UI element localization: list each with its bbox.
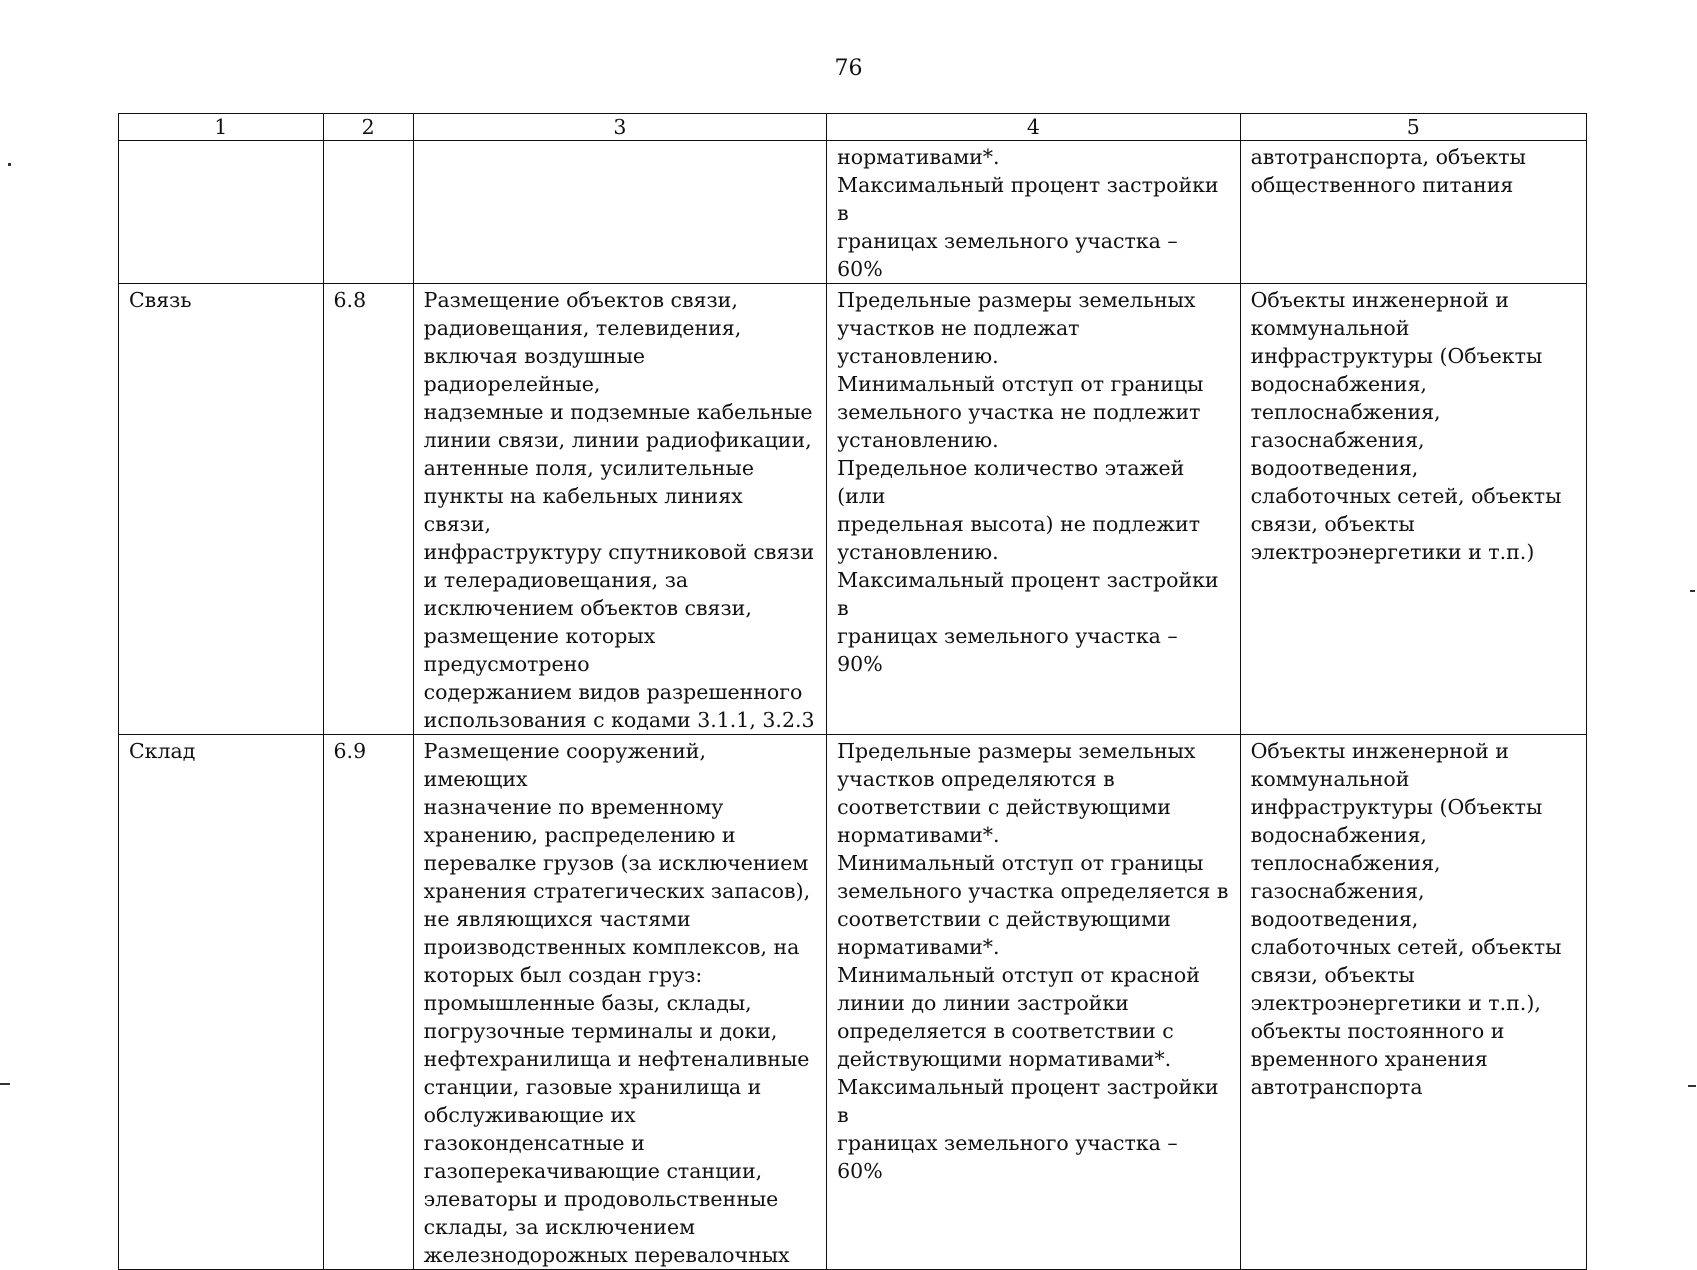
use-description-cell: Размещение объектов связи, радиовещания, телевидения, включая воздушные радиорелейные, надземные и подземные кабельные линии связи, линии радиофикации, антенные поля, усилительные пункты на кабельных линиях связи, инфраструктуру спутниковой связи и телерадиовещания, за исключением объектов связи, размещение которых предусмотрено содержанием видов разрешенного использования с кодами 3.1.1, 3.2.3 (413, 284, 826, 735)
header-cell-1: 1 (119, 114, 324, 141)
use-name-cell (119, 141, 324, 284)
use-name-cell: Склад (119, 735, 324, 1270)
auxiliary-uses-cell: Объекты инженерной и коммунальной инфраструктуры (Объекты водоснабжения, теплоснабжения, газоснабжения, водоотведения, слаботочных сетей, объекты связи, объекты электроэнергетики и т.п.) (1240, 284, 1586, 735)
land-use-table (118, 113, 1587, 1270)
header-row (119, 114, 1587, 141)
scan-mark-left (8, 163, 11, 166)
parameters-cell: Предельные размеры земельных участков определяются в соответствии с действующими нормативами*. Минимальный отступ от границы земельного участка определяется в соответствии с действующими нормативами*. Минимальный отступ от красной линии до линии застройки определяется в соответствии с действующими нормативами*. Максимальный процент застройки в границах земельного участка – 60% (827, 735, 1240, 1270)
use-code-cell: 6.8 (323, 284, 413, 735)
scan-mark-right (1690, 590, 1695, 592)
table-row-continuation (119, 141, 1587, 284)
parameters-cell: Предельные размеры земельных участков не подлежат установлению. Минимальный отступ от границы земельного участка не подлежит установлению. Предельное количество этажей (или предельная высота) не подлежит установлению. Максимальный процент застройки в границах земельного участка – 90% (827, 284, 1240, 735)
header-cell-5: 5 (1240, 114, 1586, 141)
scan-mark-bottom-right (1688, 1085, 1696, 1087)
table-row-sklad (119, 735, 1587, 1270)
use-description-cell: Размещение сооружений, имеющих назначение по временному хранению, распределению и перевалке грузов (за исключением хранения стратегических запасов), не являющихся частями производственных комплексов, на которых был создан груз: промышленные базы, склады, погрузочные терминалы и доки, нефтехранилища и нефтеналивные станции, газовые хранилища и обслуживающие их газоконденсатные и газоперекачивающие станции, элеваторы и продовольственные склады, за исключением железнодорожных перевалочных (413, 735, 826, 1270)
page-number: 76 (834, 56, 863, 81)
auxiliary-uses-cell: Объекты инженерной и коммунальной инфраструктуры (Объекты водоснабжения, теплоснабжения, газоснабжения, водоотведения, слаботочных сетей, объекты связи, объекты электроэнергетики и т.п.), объекты постоянного и временного хранения автотранспорта (1240, 735, 1586, 1270)
use-description-cell (413, 141, 826, 284)
scan-mark-bottom-left (0, 1083, 10, 1085)
auxiliary-uses-cell: автотранспорта, объекты общественного питания (1240, 141, 1586, 284)
header-cell-2: 2 (323, 114, 413, 141)
header-cell-4: 4 (827, 114, 1240, 141)
use-code-cell (323, 141, 413, 284)
header-cell-3: 3 (413, 114, 826, 141)
table-row-svyaz (119, 284, 1587, 735)
use-name-cell: Связь (119, 284, 324, 735)
use-code-cell: 6.9 (323, 735, 413, 1270)
parameters-cell: нормативами*. Максимальный процент застройки в границах земельного участка – 60% (827, 141, 1240, 284)
